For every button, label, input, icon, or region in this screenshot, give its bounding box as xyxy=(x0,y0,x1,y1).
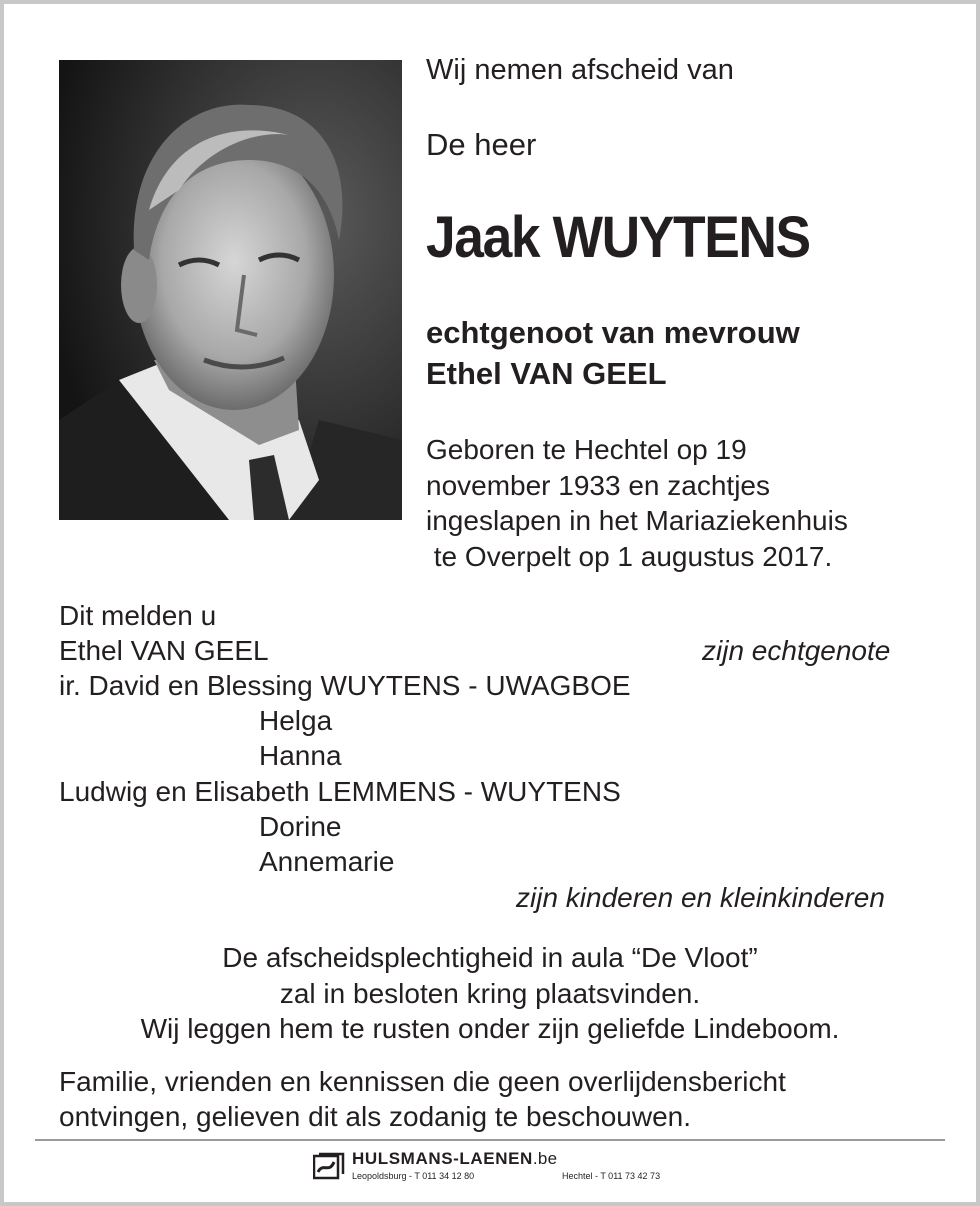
brand-domain: .be xyxy=(532,1149,558,1168)
birth-line: november 1933 en zachtjes xyxy=(426,469,770,501)
office-hechtel: Hechtel - T 011 73 42 73 xyxy=(562,1171,661,1181)
family-grandchild: Hanna xyxy=(259,740,342,771)
brand-name: HULSMANS-LAENEN xyxy=(352,1149,533,1168)
ceremony-line: Wij leggen hem te rusten onder zijn geliefde Lindeboom. xyxy=(140,1013,840,1044)
ceremony-line: zal in besloten kring plaatsvinden. xyxy=(279,978,701,1009)
family-child: ir. David en Blessing WUYTENS - UWAGBOE xyxy=(59,670,631,701)
notice-line: Familie, vrienden en kennissen die geen overlijdensbericht xyxy=(59,1066,786,1097)
birth-details xyxy=(426,432,848,574)
salutation: De heer xyxy=(426,127,537,162)
family-grandchild: Helga xyxy=(259,705,333,736)
office-leopoldsburg: Leopoldsburg - T 011 34 12 80 xyxy=(352,1171,475,1181)
family-spouse: Ethel VAN GEEL xyxy=(59,635,269,666)
birth-line: ingeslapen in het Mariaziekenhuis xyxy=(426,505,848,536)
notice-line: ontvingen, gelieven dit als zodanig te beschouwen. xyxy=(59,1101,691,1132)
hulsmans-laenen-logo-icon xyxy=(313,1150,345,1182)
ceremony-line: De afscheidsplechtigheid in aula “De Vloot” xyxy=(222,942,758,973)
footer-divider xyxy=(35,1139,945,1141)
birth-line: Geboren te Hechtel op 19 xyxy=(426,434,747,465)
family-children-role: zijn kinderen en kleinkinderen xyxy=(516,882,885,913)
intro-text: Wij nemen afscheid van xyxy=(426,54,734,86)
family-heading: Dit melden u xyxy=(59,600,217,631)
spouse-line-2: Ethel VAN GEEL xyxy=(426,356,667,391)
footer-brand xyxy=(352,1149,557,1169)
portrait-photo xyxy=(59,60,402,520)
birth-line: te Overpelt op 1 augustus 2017. xyxy=(426,540,833,572)
family-grandchild: Annemarie xyxy=(259,846,395,877)
deceased-name: Jaak WUYTENS xyxy=(426,205,810,270)
family-grandchild: Dorine xyxy=(259,811,342,842)
family-spouse-role: zijn echtgenote xyxy=(702,635,891,666)
spouse-line-1: echtgenoot van mevrouw xyxy=(426,315,800,350)
family-child: Ludwig en Elisabeth LEMMENS - WUYTENS xyxy=(59,776,621,807)
